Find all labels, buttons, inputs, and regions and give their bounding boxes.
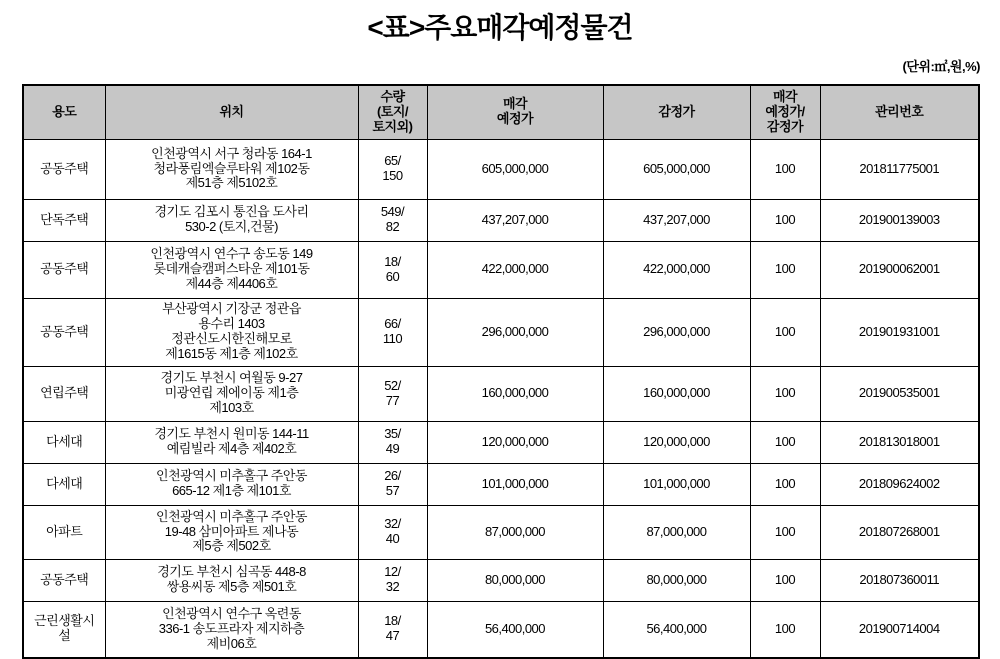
table-row <box>23 559 979 601</box>
cell-quantity: 12/ 32 <box>358 559 427 601</box>
cell-appraised-price: 56,400,000 <box>603 601 750 658</box>
cell-ratio: 100 <box>750 421 820 463</box>
table-row <box>23 298 979 366</box>
cell-expected-price: 160,000,000 <box>427 366 603 421</box>
cell-expected-price: 437,207,000 <box>427 199 603 241</box>
header-usage: 용도 <box>23 85 105 139</box>
cell-quantity: 26/ 57 <box>358 463 427 505</box>
table-row <box>23 601 979 658</box>
cell-usage: 공동주택 <box>23 559 105 601</box>
cell-usage: 공동주택 <box>23 298 105 366</box>
cell-quantity: 65/ 150 <box>358 139 427 199</box>
table-row <box>23 463 979 505</box>
table-row <box>23 366 979 421</box>
cell-usage: 공동주택 <box>23 139 105 199</box>
cell-usage: 공동주택 <box>23 241 105 298</box>
cell-management-no: 201901931001 <box>820 298 979 366</box>
cell-appraised-price: 87,000,000 <box>603 505 750 559</box>
cell-appraised-price: 422,000,000 <box>603 241 750 298</box>
cell-quantity: 66/ 110 <box>358 298 427 366</box>
sale-properties-table <box>22 84 980 659</box>
cell-management-no: 201807268001 <box>820 505 979 559</box>
header-row <box>23 85 979 139</box>
cell-usage: 아파트 <box>23 505 105 559</box>
cell-expected-price: 101,000,000 <box>427 463 603 505</box>
table-row <box>23 421 979 463</box>
cell-ratio: 100 <box>750 559 820 601</box>
page-title: <표>주요매각예정물건 <box>367 12 633 43</box>
cell-usage: 단독주택 <box>23 199 105 241</box>
cell-location: 경기도 부천시 여월동 9-27 미광연립 제에이동 제1층 제103호 <box>105 366 358 421</box>
cell-expected-price: 422,000,000 <box>427 241 603 298</box>
cell-quantity: 52/ 77 <box>358 366 427 421</box>
cell-quantity: 549/ 82 <box>358 199 427 241</box>
cell-appraised-price: 160,000,000 <box>603 366 750 421</box>
cell-ratio: 100 <box>750 241 820 298</box>
cell-quantity: 35/ 49 <box>358 421 427 463</box>
cell-location: 인천광역시 연수구 옥련동 336-1 송도프라자 제지하층 제비06호 <box>105 601 358 658</box>
cell-quantity: 18/ 60 <box>358 241 427 298</box>
cell-expected-price: 80,000,000 <box>427 559 603 601</box>
cell-ratio: 100 <box>750 505 820 559</box>
cell-location: 인천광역시 미추홀구 주안동 19-48 삼미아파트 제나동 제5층 제502호 <box>105 505 358 559</box>
cell-management-no: 201900062001 <box>820 241 979 298</box>
cell-expected-price: 87,000,000 <box>427 505 603 559</box>
cell-management-no: 201807360011 <box>820 559 979 601</box>
header-appraised-price: 감정가 <box>603 85 750 139</box>
header-location: 위치 <box>105 85 358 139</box>
cell-appraised-price: 296,000,000 <box>603 298 750 366</box>
cell-ratio: 100 <box>750 601 820 658</box>
header-quantity: 수량 (토지/ 토지외) <box>358 85 427 139</box>
table-row <box>23 139 979 199</box>
cell-ratio: 100 <box>750 463 820 505</box>
cell-expected-price: 56,400,000 <box>427 601 603 658</box>
cell-location: 인천광역시 연수구 송도동 149 롯데캐슬캠퍼스타운 제101동 제44층 제4406호 <box>105 241 358 298</box>
unit-note: (단위:㎡,원,%) <box>902 59 980 74</box>
cell-ratio: 100 <box>750 139 820 199</box>
cell-location: 경기도 부천시 원미동 144-11 예림빌라 제4층 제402호 <box>105 421 358 463</box>
cell-management-no: 201811775001 <box>820 139 979 199</box>
header-ratio: 매각 예정가/ 감정가 <box>750 85 820 139</box>
cell-location: 인천광역시 서구 청라동 164-1 청라풍림엑슬루타워 제102동 제51층 제5102호 <box>105 139 358 199</box>
cell-ratio: 100 <box>750 199 820 241</box>
header-expected-price: 매각 예정가 <box>427 85 603 139</box>
cell-management-no: 201900139003 <box>820 199 979 241</box>
cell-usage: 다세대 <box>23 421 105 463</box>
table-row <box>23 505 979 559</box>
cell-quantity: 32/ 40 <box>358 505 427 559</box>
cell-appraised-price: 101,000,000 <box>603 463 750 505</box>
table-row <box>23 199 979 241</box>
cell-management-no: 201809624002 <box>820 463 979 505</box>
cell-ratio: 100 <box>750 366 820 421</box>
cell-appraised-price: 120,000,000 <box>603 421 750 463</box>
cell-expected-price: 605,000,000 <box>427 139 603 199</box>
cell-quantity: 18/ 47 <box>358 601 427 658</box>
cell-usage: 근린생활시 설 <box>23 601 105 658</box>
cell-appraised-price: 80,000,000 <box>603 559 750 601</box>
cell-location: 인천광역시 미추홀구 주안동 665-12 제1층 제101호 <box>105 463 358 505</box>
table-row <box>23 241 979 298</box>
cell-expected-price: 120,000,000 <box>427 421 603 463</box>
cell-appraised-price: 437,207,000 <box>603 199 750 241</box>
cell-expected-price: 296,000,000 <box>427 298 603 366</box>
cell-ratio: 100 <box>750 298 820 366</box>
cell-management-no: 201900714004 <box>820 601 979 658</box>
cell-management-no: 201900535001 <box>820 366 979 421</box>
header-management-no: 관리번호 <box>820 85 979 139</box>
cell-location: 경기도 김포시 통진읍 도사리 530-2 (토지,건물) <box>105 199 358 241</box>
cell-usage: 다세대 <box>23 463 105 505</box>
cell-appraised-price: 605,000,000 <box>603 139 750 199</box>
cell-usage: 연립주택 <box>23 366 105 421</box>
cell-location: 경기도 부천시 심곡동 448-8 쌍용씨동 제5층 제501호 <box>105 559 358 601</box>
cell-management-no: 201813018001 <box>820 421 979 463</box>
cell-location: 부산광역시 기장군 정관읍 용수리 1403 정관신도시한진해모로 제1615동 제1층 제102호 <box>105 298 358 366</box>
